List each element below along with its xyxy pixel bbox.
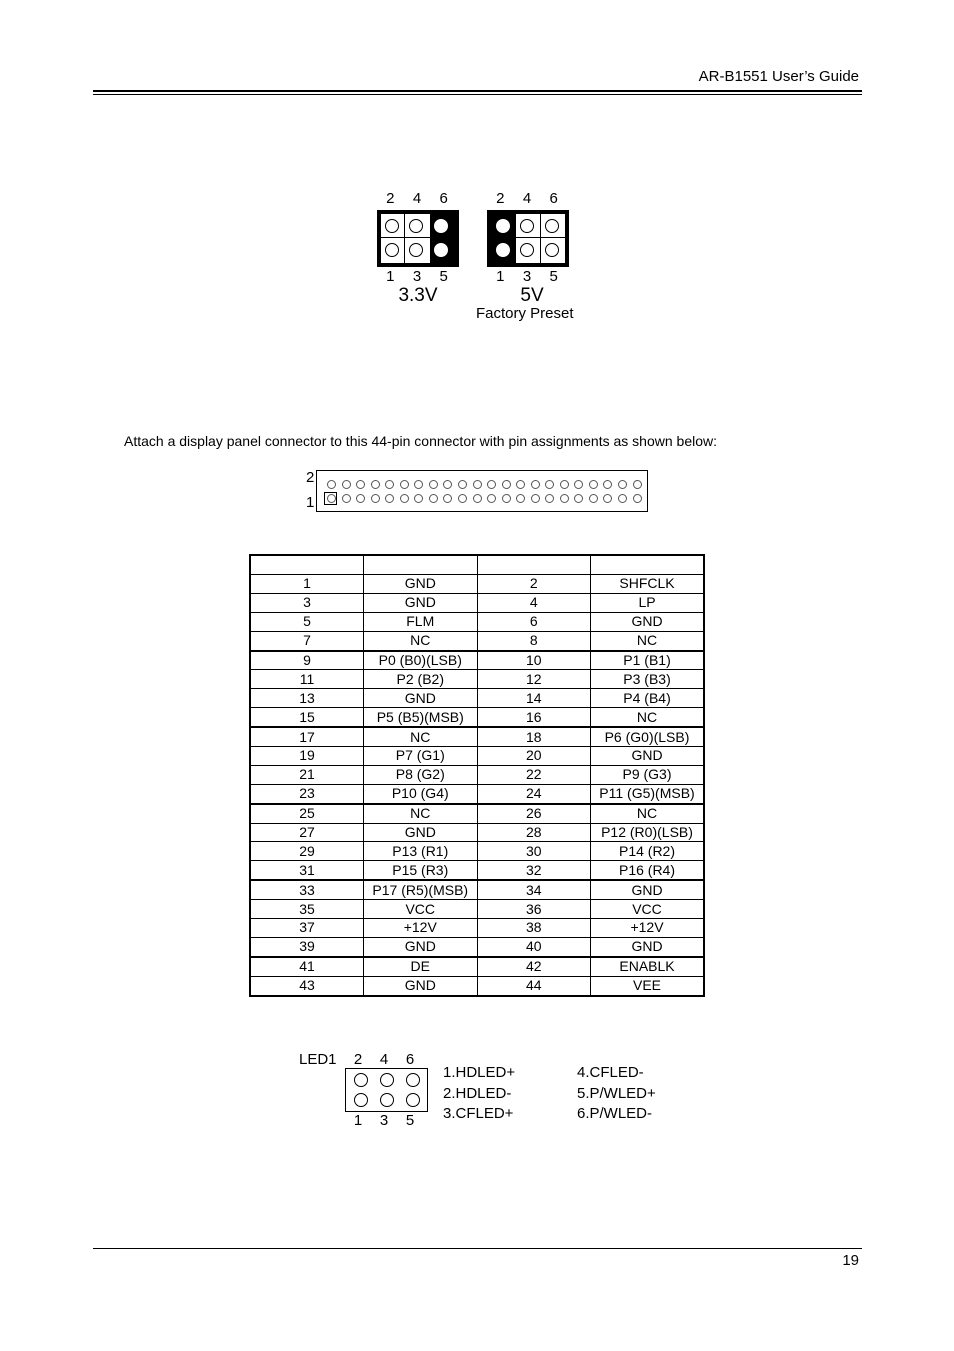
table-row — [250, 919, 704, 938]
table-cell: 28 — [477, 823, 591, 842]
table-cell: 25 — [250, 804, 364, 823]
connector-pin — [429, 480, 438, 489]
connector-pin — [371, 480, 380, 489]
led-description: 1.HDLED+ — [443, 1064, 516, 1081]
table-cell: GND — [591, 612, 705, 631]
table-cell: 15 — [250, 708, 364, 727]
jumper-5v-top-pins — [487, 190, 567, 207]
led-description-right — [577, 1064, 656, 1125]
table-cell: 33 — [250, 880, 364, 899]
table-cell: P16 (R4) — [591, 861, 705, 880]
table-row — [250, 976, 704, 995]
table-cell: P17 (R5)(MSB) — [364, 880, 478, 899]
table-cell: NC — [591, 631, 705, 650]
table-cell: 27 — [250, 823, 364, 842]
table-cell: 26 — [477, 804, 591, 823]
table-cell: P13 (R1) — [364, 842, 478, 861]
led-pin — [406, 1093, 420, 1107]
pin-shorted — [496, 219, 510, 233]
pin-shorted — [434, 219, 448, 233]
led-pin — [354, 1073, 368, 1087]
connector-pin — [545, 494, 554, 503]
header-title: AR-B1551 User’s Guide — [698, 68, 859, 85]
connector-pin — [589, 494, 598, 503]
led-pin — [380, 1093, 394, 1107]
connector-pin — [429, 494, 438, 503]
header-rule-thin — [93, 94, 862, 95]
table-row — [250, 689, 704, 708]
table-cell: FLM — [364, 612, 478, 631]
table-cell: NC — [364, 631, 478, 650]
table-row — [250, 631, 704, 650]
table-cell: 39 — [250, 937, 364, 956]
table-cell: 21 — [250, 765, 364, 784]
intro-text: Attach a display panel connector to this 44-pin connector with pin assignments as shown below: — [124, 433, 718, 449]
table-row — [250, 651, 704, 670]
table-cell: GND — [591, 747, 705, 766]
table-cell: NC — [364, 804, 478, 823]
pin-number: 2 — [353, 1051, 363, 1068]
pin-number: 1 — [496, 268, 505, 285]
led1-label: LED1 — [299, 1051, 337, 1068]
connector-pin — [473, 494, 482, 503]
table-cell: GND — [591, 937, 705, 956]
table-header-cell — [250, 555, 364, 575]
jumper-5v — [487, 190, 577, 307]
connector-pin — [342, 494, 351, 503]
led-description-left — [443, 1064, 515, 1125]
connector-pin — [531, 480, 540, 489]
pin-number: 6 — [405, 1051, 415, 1068]
table-cell: 40 — [477, 937, 591, 956]
table-cell: GND — [364, 937, 478, 956]
connector-pin — [342, 480, 351, 489]
table-row — [250, 861, 704, 880]
connector-pin — [516, 494, 525, 503]
pin-open — [409, 219, 423, 233]
table-cell: GND — [364, 689, 478, 708]
pin-number: 5 — [405, 1112, 415, 1129]
table-row — [250, 727, 704, 746]
table-cell: 19 — [250, 747, 364, 766]
pin-open — [385, 219, 399, 233]
table-cell: 8 — [477, 631, 591, 650]
pin-number: 2 — [386, 190, 395, 207]
table-header-cell — [364, 555, 478, 575]
table-cell: 18 — [477, 727, 591, 746]
table-cell: DE — [364, 957, 478, 976]
jumper-5v-block — [487, 210, 569, 267]
pin-shorted — [496, 243, 510, 257]
table-cell: 5 — [250, 612, 364, 631]
led-description: 4.CFLED- — [577, 1064, 644, 1081]
table-cell: 4 — [477, 593, 591, 612]
table-cell: 44 — [477, 976, 591, 995]
connector-pin — [574, 480, 583, 489]
pin-open — [520, 243, 534, 257]
table-cell: GND — [591, 880, 705, 899]
led-description: 6.P/WLED- — [577, 1105, 653, 1122]
connector-pin — [414, 494, 423, 503]
led1-top-pins — [345, 1051, 423, 1068]
table-cell: GND — [364, 593, 478, 612]
jumper-3v3-top-pins — [377, 190, 457, 207]
table-cell: P12 (R0)(LSB) — [591, 823, 705, 842]
led-pin — [406, 1073, 420, 1087]
table-row — [250, 708, 704, 727]
led1-bottom-pins — [345, 1112, 423, 1129]
connector-pin — [487, 494, 496, 503]
table-row — [250, 593, 704, 612]
jumper-5v-label: 5V — [520, 285, 544, 306]
table-cell: P14 (R2) — [591, 842, 705, 861]
pin-open — [409, 243, 423, 257]
table-cell: +12V — [591, 919, 705, 938]
connector-pin — [356, 480, 365, 489]
table-cell: P3 (B3) — [591, 670, 705, 689]
table-cell: P9 (G3) — [591, 765, 705, 784]
table-cell: 2 — [477, 575, 591, 594]
table-cell: P8 (G2) — [364, 765, 478, 784]
table-row — [250, 900, 704, 919]
pin-shorted — [434, 243, 448, 257]
table-header-cell — [591, 555, 705, 575]
pin-number: 3 — [379, 1112, 389, 1129]
connector-pin — [443, 480, 452, 489]
connector-pin — [385, 480, 394, 489]
table-cell: VEE — [591, 976, 705, 995]
connector-pin — [574, 494, 583, 503]
table-cell: 6 — [477, 612, 591, 631]
table-cell: GND — [364, 575, 478, 594]
page-number: 19 — [842, 1252, 859, 1269]
pin-number: 5 — [439, 268, 448, 285]
table-cell: NC — [364, 727, 478, 746]
table-cell: 11 — [250, 670, 364, 689]
jumper-3v3-bottom-pins — [377, 268, 457, 285]
table-cell: VCC — [591, 900, 705, 919]
header-rule — [93, 90, 862, 92]
jumper-5v-bottom-pins — [487, 268, 567, 285]
table-cell: 32 — [477, 861, 591, 880]
table-row — [250, 670, 704, 689]
connector-pin — [603, 494, 612, 503]
table-cell: 24 — [477, 784, 591, 803]
pin-assignment-table — [249, 554, 705, 997]
table-row — [250, 784, 704, 803]
connector-pin — [545, 480, 554, 489]
table-cell: 14 — [477, 689, 591, 708]
connector-pin — [560, 480, 569, 489]
table-cell: 10 — [477, 651, 591, 670]
pin-open — [385, 243, 399, 257]
connector-pin — [487, 480, 496, 489]
connector-pin — [371, 494, 380, 503]
factory-preset-note: Factory Preset — [476, 305, 574, 322]
table-cell: 30 — [477, 842, 591, 861]
display-panel-connector — [316, 470, 648, 512]
connector-pin — [414, 480, 423, 489]
table-row — [250, 747, 704, 766]
table-row — [250, 804, 704, 823]
table-cell: P15 (R3) — [364, 861, 478, 880]
led-description: 2.HDLED- — [443, 1085, 512, 1102]
led-pin — [354, 1093, 368, 1107]
connector-pin — [560, 494, 569, 503]
pin-number: 5 — [549, 268, 558, 285]
connector-pin — [327, 494, 336, 503]
table-cell: P10 (G4) — [364, 784, 478, 803]
table-cell: VCC — [364, 900, 478, 919]
table-cell: 1 — [250, 575, 364, 594]
footer-rule — [93, 1248, 862, 1249]
connector-pin — [327, 480, 336, 489]
connector-pin — [516, 480, 525, 489]
table-cell: 17 — [250, 727, 364, 746]
pin-number: 6 — [439, 190, 448, 207]
connector-pin — [385, 494, 394, 503]
pin-number: 6 — [549, 190, 558, 207]
table-cell: NC — [591, 804, 705, 823]
table-cell: 41 — [250, 957, 364, 976]
connector-pin — [458, 494, 467, 503]
pin-number: 3 — [522, 268, 532, 285]
pin-open — [545, 219, 559, 233]
led-description: 5.P/WLED+ — [577, 1085, 656, 1102]
table-cell: 43 — [250, 976, 364, 995]
table-cell: 34 — [477, 880, 591, 899]
table-cell: NC — [591, 708, 705, 727]
connector-pin — [356, 494, 365, 503]
table-cell: 42 — [477, 957, 591, 976]
connector-row-label-bottom: 1 — [306, 494, 315, 511]
pin-number: 4 — [412, 190, 422, 207]
pin-open — [520, 219, 534, 233]
table-cell: 23 — [250, 784, 364, 803]
pin-number: 1 — [386, 268, 395, 285]
table-cell: 29 — [250, 842, 364, 861]
table-cell: 20 — [477, 747, 591, 766]
connector-pin — [473, 480, 482, 489]
connector-pin — [531, 494, 540, 503]
table-row — [250, 937, 704, 956]
pin-number: 4 — [379, 1051, 389, 1068]
table-cell: P5 (B5)(MSB) — [364, 708, 478, 727]
connector-pin — [603, 480, 612, 489]
table-row — [250, 842, 704, 861]
table-cell: P1 (B1) — [591, 651, 705, 670]
jumper-3v3 — [377, 190, 463, 307]
table-cell: 3 — [250, 593, 364, 612]
connector-pin — [633, 494, 642, 503]
pin-number: 3 — [412, 268, 422, 285]
connector-pin — [502, 494, 511, 503]
jumper-3v3-block — [377, 210, 459, 267]
table-cell: 31 — [250, 861, 364, 880]
table-cell: ENABLK — [591, 957, 705, 976]
table-header-cell — [477, 555, 591, 575]
table-cell: 36 — [477, 900, 591, 919]
table-row — [250, 823, 704, 842]
table-row — [250, 575, 704, 594]
table-cell: 9 — [250, 651, 364, 670]
table-row — [250, 765, 704, 784]
table-cell: +12V — [364, 919, 478, 938]
table-cell: P2 (B2) — [364, 670, 478, 689]
table-cell: P0 (B0)(LSB) — [364, 651, 478, 670]
led-pin — [380, 1073, 394, 1087]
connector-pin — [633, 480, 642, 489]
connector-pin — [443, 494, 452, 503]
table-cell: GND — [364, 823, 478, 842]
led1-header — [345, 1068, 428, 1112]
connector-row-label-top: 2 — [306, 469, 315, 486]
table-cell: 37 — [250, 919, 364, 938]
table-cell: SHFCLK — [591, 575, 705, 594]
connector-pin — [618, 494, 627, 503]
table-cell: 7 — [250, 631, 364, 650]
jumper-3v3-label: 3.3V — [398, 285, 438, 306]
pin-number: 4 — [522, 190, 532, 207]
table-cell: GND — [364, 976, 478, 995]
connector-pin — [589, 480, 598, 489]
pin-number: 1 — [353, 1112, 363, 1129]
table-row — [250, 957, 704, 976]
table-cell: P4 (B4) — [591, 689, 705, 708]
table-cell: LP — [591, 593, 705, 612]
table-cell: 22 — [477, 765, 591, 784]
table-cell: 38 — [477, 919, 591, 938]
table-cell: 35 — [250, 900, 364, 919]
connector-pin — [458, 480, 467, 489]
connector-pin — [400, 480, 409, 489]
table-header-row — [250, 555, 704, 575]
pin-open — [545, 243, 559, 257]
table-cell: 16 — [477, 708, 591, 727]
led-description: 3.CFLED+ — [443, 1105, 514, 1122]
table-row — [250, 612, 704, 631]
table-cell: P11 (G5)(MSB) — [591, 784, 705, 803]
connector-pin — [618, 480, 627, 489]
connector-pin — [502, 480, 511, 489]
pin-number: 2 — [496, 190, 505, 207]
table-cell: 13 — [250, 689, 364, 708]
table-cell: 12 — [477, 670, 591, 689]
table-cell: P6 (G0)(LSB) — [591, 727, 705, 746]
table-row — [250, 880, 704, 899]
table-cell: P7 (G1) — [364, 747, 478, 766]
connector-pin — [400, 494, 409, 503]
